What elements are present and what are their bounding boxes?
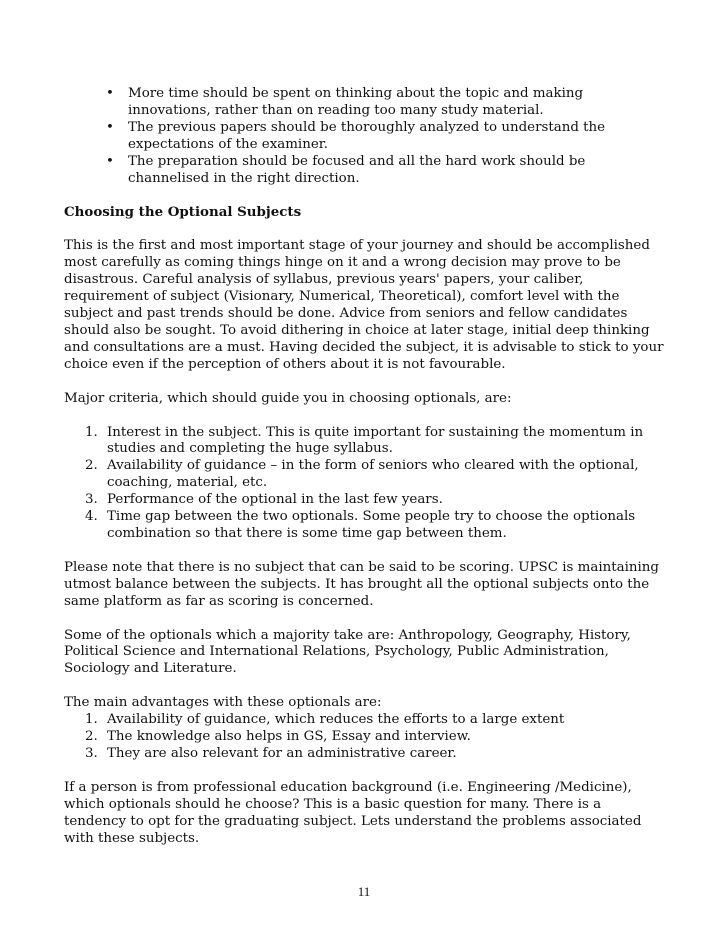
section-heading: Choosing the Optional Subjects [64,204,302,221]
document-page [64,86,666,865]
list-text: They are also relevant for an administrative career. [107,746,457,761]
list-text: Time gap between the two optionals. Some people try to choose the optionals combination so that there is some time gap between them. [107,509,636,541]
scoring-paragraph: Please note that there is no subject that can be said to be scoring. UPSC is maintaining utmost balance between the subjects. It has brought all the optional subjects onto the same platform as far as scoring is concerned. [64,559,659,609]
advantages-intro-paragraph: The main advantages with these optionals are: [64,695,382,711]
list-item [85,712,666,729]
list-item [85,424,666,459]
bullet-item: • The previous papers should be thoroughly analyzed to understand the expectations of the examiner. [128,120,666,154]
list-item [85,746,666,763]
list-item [85,492,666,509]
list-number: 3. [85,492,98,508]
list-item [85,509,666,543]
list-text: Availability of guidance – in the form of seniors who cleared with the optional, coaching, material, etc. [107,458,639,491]
majority-paragraph: Some of the optionals which a majority take are: Anthropology, Geography, History, Political Science and International Relations, Psychology, Public Administration, Sociology and Literature. [64,627,631,677]
list-item [85,458,666,492]
list-text: Availability of guidance, which reduces the efforts to a large extent [107,712,565,728]
list-number: 3. [85,746,98,761]
intro-paragraph: This is the first and most important stage of your journey and should be accomplished most carefully as coming things hinge on it and a wrong decision may prove to be disastrous. Careful analysis of syllabus, previous years' papers, your caliber, requirement of subject (Visionary, Numerical, Theoretical), comfort level with the subject and past trends should be done. Advice from seniors and fellow candidates should also be sought. To avoid dithering in choice at later stage, initial deep thinking and consultations are a must. Having decided the subject, it is advisable to stick to your choice even if the perception of others about it is not favourable. [64,238,664,372]
list-number: 4. [85,509,98,525]
page-number: 11 [357,884,371,899]
professional-paragraph: If a person is from professional education background (i.e. Engineering /Medicine), which optionals should he choose? This is a basic question for many. There is a tendency to opt for the graduating subject. Lets understand the problems associated with these subjects. [64,779,642,846]
tips-bullet-list [64,86,666,187]
list-text: Interest in the subject. This is quite important for sustaining the momentum in studies and completing the huge syllabus. [107,424,644,457]
list-text: The knowledge also helps in GS, Essay and interview. [107,729,471,745]
list-number: 1. [85,712,98,728]
list-item [85,729,666,746]
list-number: 2. [85,458,98,474]
list-number: 2. [85,729,98,745]
criteria-intro-paragraph: Major criteria, which should guide you in choosing optionals, are: [64,390,512,406]
list-number: 1. [85,424,98,440]
bullet-item: • More time should be spent on thinking about the topic and making innovations, rather than on reading too many study material. [128,86,666,120]
advantages-list [64,712,666,763]
list-text: Performance of the optional in the last few years. [107,492,443,508]
bullet-item: • The preparation should be focused and all the hard work should be channelised in the right direction. [128,154,666,188]
criteria-list [64,425,666,543]
